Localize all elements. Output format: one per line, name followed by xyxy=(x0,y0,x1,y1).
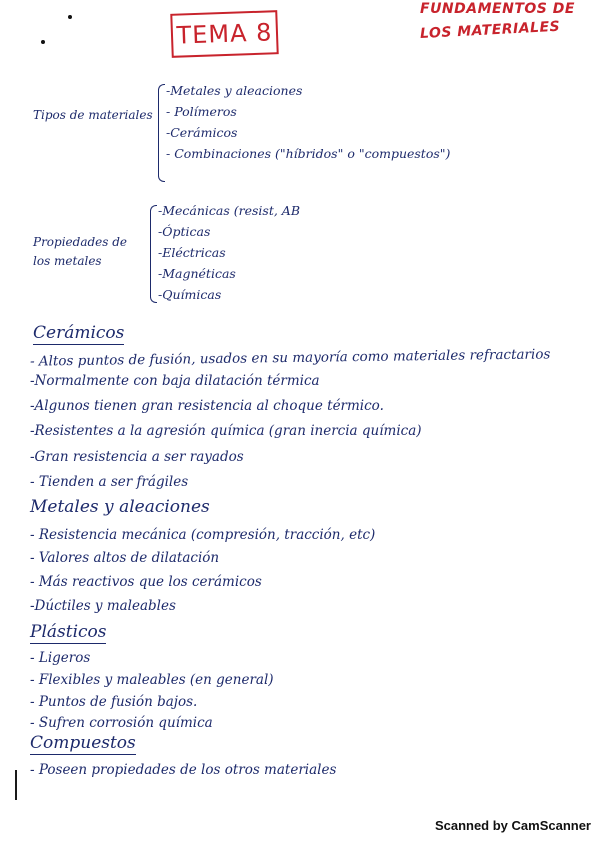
ceramicos-line: - Tienden a ser frágiles xyxy=(30,474,189,490)
page-title: TEMA 8 xyxy=(176,18,273,50)
tipos-item: - Combinaciones ("híbridos" o "compuestos") xyxy=(166,146,451,161)
metales-line: - Más reactivos que los cerámicos xyxy=(30,574,262,590)
ink-dot xyxy=(41,40,45,44)
ceramicos-line: -Algunos tienen gran resistencia al choque térmico. xyxy=(30,398,384,414)
ceramicos-line: -Gran resistencia a ser rayados xyxy=(30,449,244,465)
ceramicos-line: -Resistentes a la agresión química (gran inercia química) xyxy=(30,423,422,439)
section-heading-metales: Metales y aleaciones xyxy=(30,497,210,517)
tipos-brace xyxy=(158,84,165,182)
ink-dot xyxy=(68,15,72,19)
tipos-list xyxy=(166,80,450,164)
tipos-label: Tipos de materiales xyxy=(33,108,153,122)
propiedades-brace xyxy=(150,205,157,303)
propiedades-item: -Magnéticas xyxy=(158,266,236,281)
title-box xyxy=(170,10,278,58)
tipos-item: -Cerámicos xyxy=(166,125,238,140)
plasticos-line: - Puntos de fusión bajos. xyxy=(30,694,198,710)
metales-line: - Valores altos de dilatación xyxy=(30,550,220,566)
compuestos-line: - Poseen propiedades de los otros materiales xyxy=(30,762,337,778)
tipos-item: - Polímeros xyxy=(166,104,237,119)
propiedades-label-line-1: Propiedades de xyxy=(33,235,128,249)
section-heading-compuestos: Compuestos xyxy=(30,733,136,753)
propiedades-item: -Químicas xyxy=(158,287,222,302)
propiedades-item: -Mecánicas (resist, AB xyxy=(158,203,301,218)
plasticos-line: - Flexibles y maleables (en general) xyxy=(30,672,274,688)
subject-heading xyxy=(419,0,575,43)
tipos-item: -Metales y aleaciones xyxy=(166,83,303,98)
plasticos-line: - Sufren corrosión química xyxy=(30,715,213,731)
subject-line-1: FUNDAMENTOS DE xyxy=(420,1,575,17)
metales-line: -Dúctiles y maleables xyxy=(30,598,176,614)
section-heading-ceramicos: Cerámicos xyxy=(33,323,125,343)
section-heading-plasticos: Plásticos xyxy=(30,622,107,642)
subject-line-2: LOS MATERIALES xyxy=(419,18,561,43)
propiedades-item: -Eléctricas xyxy=(158,245,226,260)
ceramicos-line: - Altos puntos de fusión, usados en su mayoría como materiales refractarios xyxy=(29,346,551,370)
metales-line: - Resistencia mecánica (compresión, tracción, etc) xyxy=(30,527,376,543)
propiedades-list xyxy=(158,200,300,305)
margin-mark xyxy=(15,770,17,800)
ceramicos-line: -Normalmente con baja dilatación térmica xyxy=(30,373,320,389)
propiedades-item: -Ópticas xyxy=(158,224,211,239)
propiedades-label-line-2: los metales xyxy=(33,254,102,268)
propiedades-label xyxy=(33,233,127,271)
plasticos-line: - Ligeros xyxy=(30,650,91,666)
scanner-watermark: Scanned by CamScanner xyxy=(434,818,591,833)
